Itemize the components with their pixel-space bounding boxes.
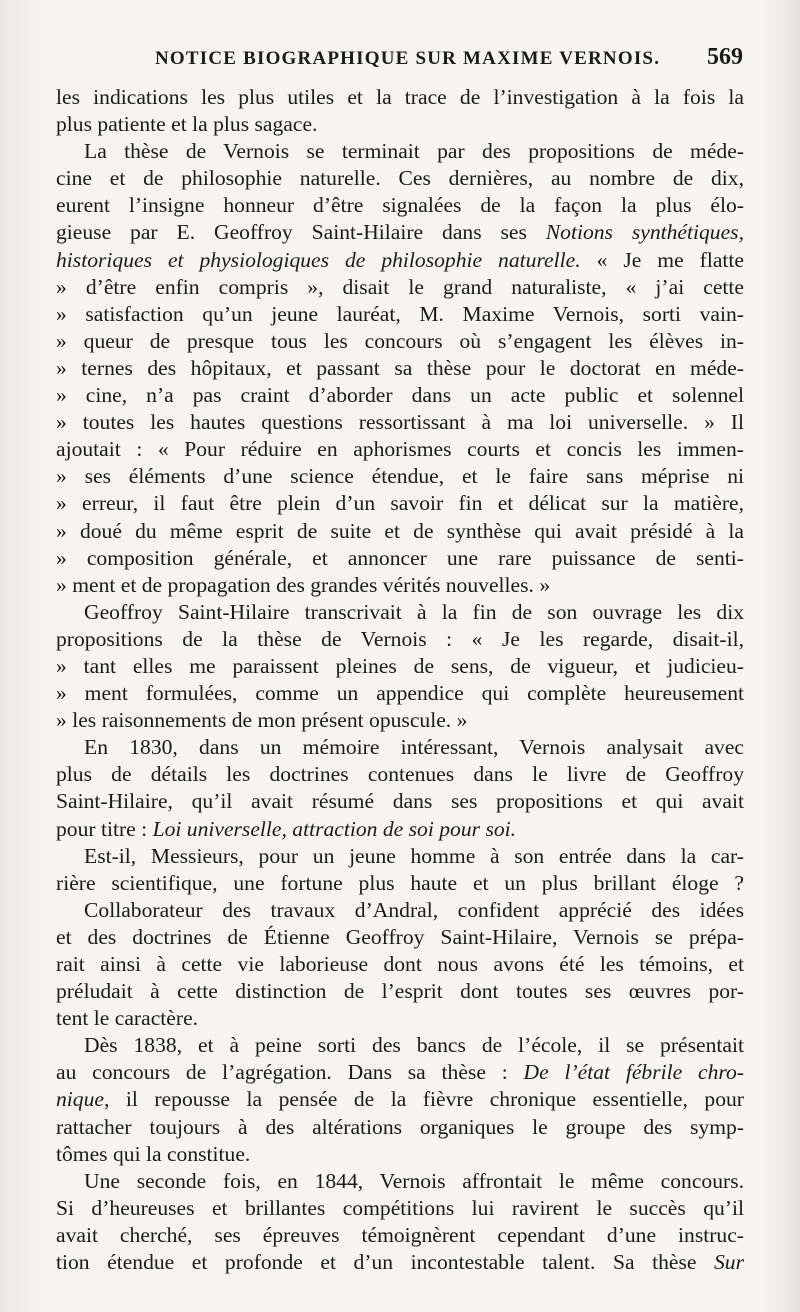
- text-line: [56, 680, 744, 707]
- line-text: Geoffroy Saint-Hilaire transcrivait à la fin de son ouvrage les dix: [84, 599, 744, 624]
- line-text: » d’être enfin compris », disait le grand naturaliste, « j’ai cette: [56, 274, 744, 299]
- line-text: rière scientifique, une fortune plus haute et un plus brillant éloge ?: [56, 870, 744, 895]
- text-line: [56, 788, 744, 815]
- line-text: et des doctrines de Étienne Geoffroy Saint-Hilaire, Vernois se prépa-: [56, 924, 744, 949]
- text-line: [56, 653, 744, 680]
- line-text: » cine, n’a pas craint d’aborder dans un acte public et solennel: [56, 383, 744, 408]
- body-text: [56, 84, 744, 1276]
- line-text: » ses éléments d’une science étendue, et le faire sans méprise ni: [56, 464, 744, 489]
- text-line: [56, 924, 744, 951]
- line-text: rait ainsi à cette vie laborieuse dont nous avons été les témoins, et: [56, 952, 744, 976]
- line-text: Saint-Hilaire, qu’il avait résumé dans ses propositions et qui avait: [56, 789, 744, 814]
- italic-title: historiques et physiologiques de philosophie naturelle.: [56, 247, 581, 272]
- page-number: 569: [707, 44, 743, 70]
- text-line: [56, 1114, 744, 1141]
- text-line: [56, 897, 744, 924]
- italic-title: nique,: [56, 1087, 110, 1112]
- text-line: [56, 843, 744, 870]
- line-text: Dès 1838, et à peine sorti des bancs de l’école, il se présentait: [84, 1033, 744, 1058]
- line-text: eurent l’insigne honneur d’être signalées de la façon la plus élo-: [56, 193, 744, 218]
- text-line: [56, 84, 744, 111]
- text-line: [56, 490, 744, 517]
- line-text: ajoutait : « Pour réduire en aphorismes courts et concis les immen-: [56, 437, 744, 462]
- text-line: [56, 545, 744, 572]
- line-text: Une seconde fois, en 1844, Vernois affrontait le même concours.: [84, 1168, 744, 1193]
- text-line: [56, 1032, 744, 1059]
- line-text: « Je me flatte: [580, 247, 744, 272]
- line-text: cine et de philosophie naturelle. Ces dernières, au nombre de dix,: [56, 166, 744, 191]
- text-line: [56, 761, 744, 788]
- line-text: » toutes les hautes questions ressortissant à ma loi universelle. » Il: [56, 410, 744, 435]
- line-text: plus patiente et la plus sagace.: [56, 112, 318, 137]
- text-line: [56, 951, 744, 978]
- text-line: [56, 274, 744, 301]
- line-text: La thèse de Vernois se terminait par des propositions de méde-: [84, 139, 744, 164]
- italic-title: De l’état fébrile chro-: [523, 1060, 744, 1085]
- line-text: rattacher toujours à des altérations organiques le groupe des symp-: [56, 1114, 744, 1139]
- line-text: gieuse par E. Geoffroy Saint-Hilaire dans ses: [56, 220, 546, 245]
- text-line: [56, 463, 744, 490]
- text-line: [56, 355, 744, 382]
- text-line: [56, 192, 744, 219]
- text-line: [56, 1249, 744, 1276]
- line-text: préludait à cette distinction de l’esprit dont toutes ses œuvres por-: [56, 979, 744, 1004]
- line-text: les indications les plus utiles et la trace de l’investigation à la fois la: [56, 85, 744, 109]
- text-line: [56, 707, 744, 734]
- line-text: pour titre :: [56, 816, 153, 841]
- text-line: [56, 1005, 744, 1032]
- text-line: [56, 599, 744, 626]
- line-text: » ment formulées, comme un appendice qui complète heureusement: [56, 681, 744, 706]
- line-text: » tant elles me paraissent pleines de sens, de vigueur, et judicieu-: [56, 653, 744, 678]
- text-line: [56, 1168, 744, 1195]
- line-text: avait cherché, ses épreuves témoignèrent cependant d’une instruc-: [56, 1222, 744, 1247]
- text-line: [56, 328, 744, 355]
- line-text: tion étendue et profonde et d’un incontestable talent. Sa thèse: [56, 1250, 714, 1275]
- text-line: [56, 382, 744, 409]
- line-text: Si d’heureuses et brillantes compétitions lui ravirent le succès qu’il: [56, 1195, 744, 1220]
- line-text: Est-il, Messieurs, pour un jeune homme à son entrée dans la car-: [84, 843, 744, 868]
- line-text: propositions de la thèse de Vernois : « Je les regarde, disait-il,: [56, 626, 744, 651]
- line-text: » ment et de propagation des grandes vérités nouvelles. »: [56, 572, 551, 597]
- line-text: » ternes des hôpitaux, et passant sa thèse pour le doctorat en méde-: [56, 355, 744, 380]
- line-text: tômes qui la constitue.: [56, 1141, 251, 1166]
- text-line: [56, 1059, 744, 1086]
- text-line: [56, 111, 744, 138]
- text-line: [56, 1086, 744, 1113]
- text-line: [56, 301, 744, 328]
- text-line: [56, 870, 744, 897]
- text-line: [56, 436, 744, 463]
- line-text: En 1830, dans un mémoire intéressant, Vernois analysait avec: [84, 735, 744, 760]
- text-line: [56, 1222, 744, 1249]
- line-text: » erreur, il faut être plein d’un savoir fin et délicat sur la matière,: [56, 491, 744, 516]
- text-line: [56, 247, 744, 274]
- running-title: NOTICE BIOGRAPHIQUE SUR MAXIME VERNOIS.: [155, 48, 661, 69]
- line-text: » composition générale, et annoncer une rare puissance de senti-: [56, 545, 744, 570]
- italic-title: Sur: [714, 1250, 744, 1275]
- text-line: [56, 138, 744, 165]
- line-text: tent le caractère.: [56, 1006, 199, 1031]
- text-line: [56, 572, 744, 599]
- text-line: [56, 518, 744, 545]
- text-line: [56, 1141, 744, 1168]
- text-line: [56, 734, 744, 761]
- text-line: [56, 1195, 744, 1222]
- text-line: [56, 626, 744, 653]
- line-text: Collaborateur des travaux d’Andral, confident apprécié des idées: [84, 897, 744, 922]
- line-text: » queur de presque tous les concours où s’engagent les élèves in-: [56, 328, 744, 353]
- italic-title: Loi universelle, attraction de soi pour soi.: [152, 816, 517, 841]
- italic-title: Notions synthétiques,: [545, 220, 744, 245]
- page-header: [60, 44, 745, 74]
- line-text: » doué du même esprit de suite et de synthèse qui avait présidé à la: [56, 518, 744, 543]
- line-text: » satisfaction qu’un jeune lauréat, M. Maxime Vernois, sorti vain-: [56, 301, 744, 326]
- line-text: » les raisonnements de mon présent opuscule. »: [56, 708, 468, 733]
- text-line: [56, 165, 744, 192]
- text-line: [56, 978, 744, 1005]
- line-text: il repousse la pensée de la fièvre chronique essentielle, pour: [109, 1087, 744, 1112]
- text-line: [56, 219, 744, 246]
- text-line: [56, 409, 744, 436]
- text-line: [56, 816, 744, 843]
- line-text: au concours de l’agrégation. Dans sa thèse :: [56, 1060, 524, 1085]
- line-text: plus de détails les doctrines contenues dans le livre de Geoffroy: [56, 762, 744, 787]
